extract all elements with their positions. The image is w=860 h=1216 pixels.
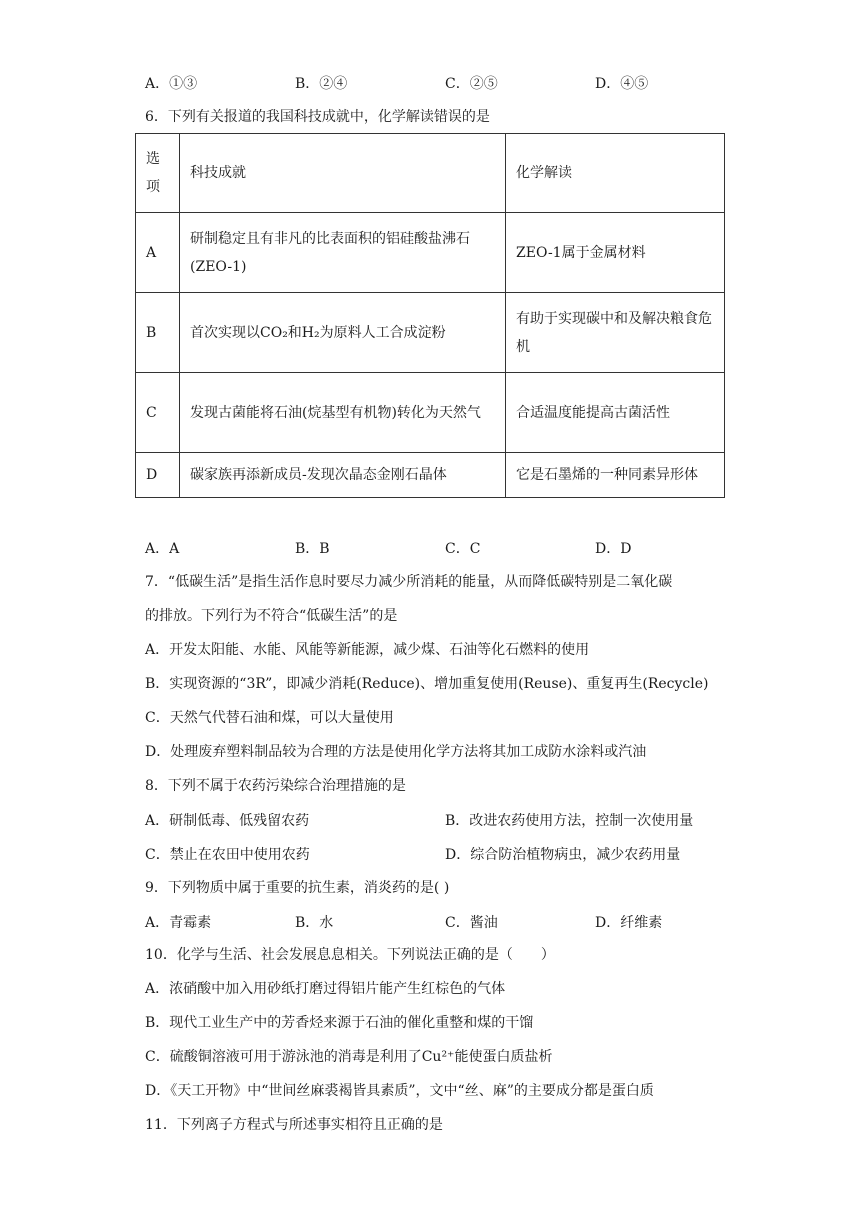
q9-option-a[interactable]: A．青霉素 [145, 915, 212, 931]
q5-option-c[interactable]: C．②⑤ [445, 76, 498, 92]
q11-stem: 11．下列离子方程式与所述事实相符且正确的是 [145, 1117, 443, 1133]
table-header-row [136, 134, 725, 213]
q9-options [145, 912, 745, 932]
q9-stem: 9．下列物质中属于重要的抗生素，消炎药的是( ) [145, 880, 450, 896]
q7-option-b[interactable]: B．实现资源的“3R”，即减少消耗(Reduce)、增加重复使用(Reuse)、重复再生(Recycle) [145, 676, 709, 692]
q8-option-c[interactable]: C．禁止在农田中使用农药 [145, 847, 310, 863]
q6-option-c[interactable]: C．C [445, 541, 481, 557]
row-achievement: 研制稳定且有非凡的比表面积的铝硅酸盐沸石(ZEO-1) [180, 213, 506, 293]
q6-options [145, 538, 745, 558]
table-row [136, 293, 725, 373]
q5-option-a[interactable]: A．①③ [145, 76, 198, 92]
q10-option-b[interactable]: B．现代工业生产中的芳香烃来源于石油的催化重整和煤的干馏 [145, 1015, 534, 1031]
row-option: D [136, 453, 180, 498]
q8-option-d[interactable]: D．综合防治植物病虫，减少农药用量 [445, 847, 681, 863]
q5-option-d[interactable]: D．④⑤ [595, 76, 649, 92]
q10-stem: 10．化学与生活、社会发展息息相关。下列说法正确的是（ ） [145, 947, 555, 963]
q6-stem: 6．下列有关报道的我国科技成就中，化学解读错误的是 [145, 109, 490, 125]
q8-options-row2 [145, 844, 745, 864]
q7-stem-line2: 的排放。下列行为不符合“低碳生活”的是 [145, 608, 398, 624]
q6-table [135, 133, 725, 498]
table-row [136, 453, 725, 498]
q8-options-row1 [145, 810, 745, 830]
row-achievement: 首次实现以CO₂和H₂为原料人工合成淀粉 [180, 293, 506, 373]
header-achievement: 科技成就 [180, 134, 506, 213]
q5-option-b[interactable]: B．②④ [295, 76, 348, 92]
row-reading: ZEO-1属于金属材料 [506, 213, 725, 293]
q7-option-d[interactable]: D．处理废弃塑料制品较为合理的方法是使用化学方法将其加工成防水涂料或汽油 [145, 744, 647, 760]
q7-option-c[interactable]: C．天然气代替石油和煤，可以大量使用 [145, 710, 394, 726]
q6-option-b[interactable]: B．B [295, 541, 330, 557]
q8-stem: 8．下列不属于农药污染综合治理措施的是 [145, 778, 406, 794]
row-option: A [136, 213, 180, 293]
q5-options [145, 73, 745, 93]
row-reading: 它是石墨烯的一种同素异形体 [506, 453, 725, 498]
q7-stem-line1: 7．“低碳生活”是指生活作息时要尽力减少所消耗的能量，从而降低碳特别是二氧化碳 [145, 574, 673, 590]
header-reading: 化学解读 [506, 134, 725, 213]
row-reading: 合适温度能提高古菌活性 [506, 373, 725, 453]
header-option: 选项 [136, 134, 180, 213]
table-row [136, 373, 725, 453]
row-achievement: 发现古菌能将石油(烷基型有机物)转化为天然气 [180, 373, 506, 453]
q8-option-b[interactable]: B．改进农药使用方法，控制一次使用量 [445, 813, 694, 829]
q7-option-a[interactable]: A．开发太阳能、水能、风能等新能源，减少煤、石油等化石燃料的使用 [145, 642, 590, 658]
row-reading: 有助于实现碳中和及解决粮食危机 [506, 293, 725, 373]
row-option: C [136, 373, 180, 453]
q9-option-b[interactable]: B．水 [295, 915, 334, 931]
q10-option-d[interactable]: D．《天工开物》中“世间丝麻裘褐皆具素质”，文中“丝、麻”的主要成分都是蛋白质 [145, 1083, 654, 1099]
q10-option-c[interactable]: C．硫酸铜溶液可用于游泳池的消毒是利用了Cu²⁺能使蛋白质盐析 [145, 1049, 553, 1065]
q9-option-c[interactable]: C．酱油 [445, 915, 498, 931]
table-row [136, 213, 725, 293]
q9-option-d[interactable]: D．纤维素 [595, 915, 663, 931]
row-option: B [136, 293, 180, 373]
row-achievement: 碳家族再添新成员-发现次晶态金刚石晶体 [180, 453, 506, 498]
q6-option-a[interactable]: A．A [145, 541, 180, 557]
q8-option-a[interactable]: A．研制低毒、低残留农药 [145, 813, 310, 829]
q10-option-a[interactable]: A．浓硝酸中加入用砂纸打磨过得铝片能产生红棕色的气体 [145, 981, 506, 997]
q6-option-d[interactable]: D．D [595, 541, 632, 557]
